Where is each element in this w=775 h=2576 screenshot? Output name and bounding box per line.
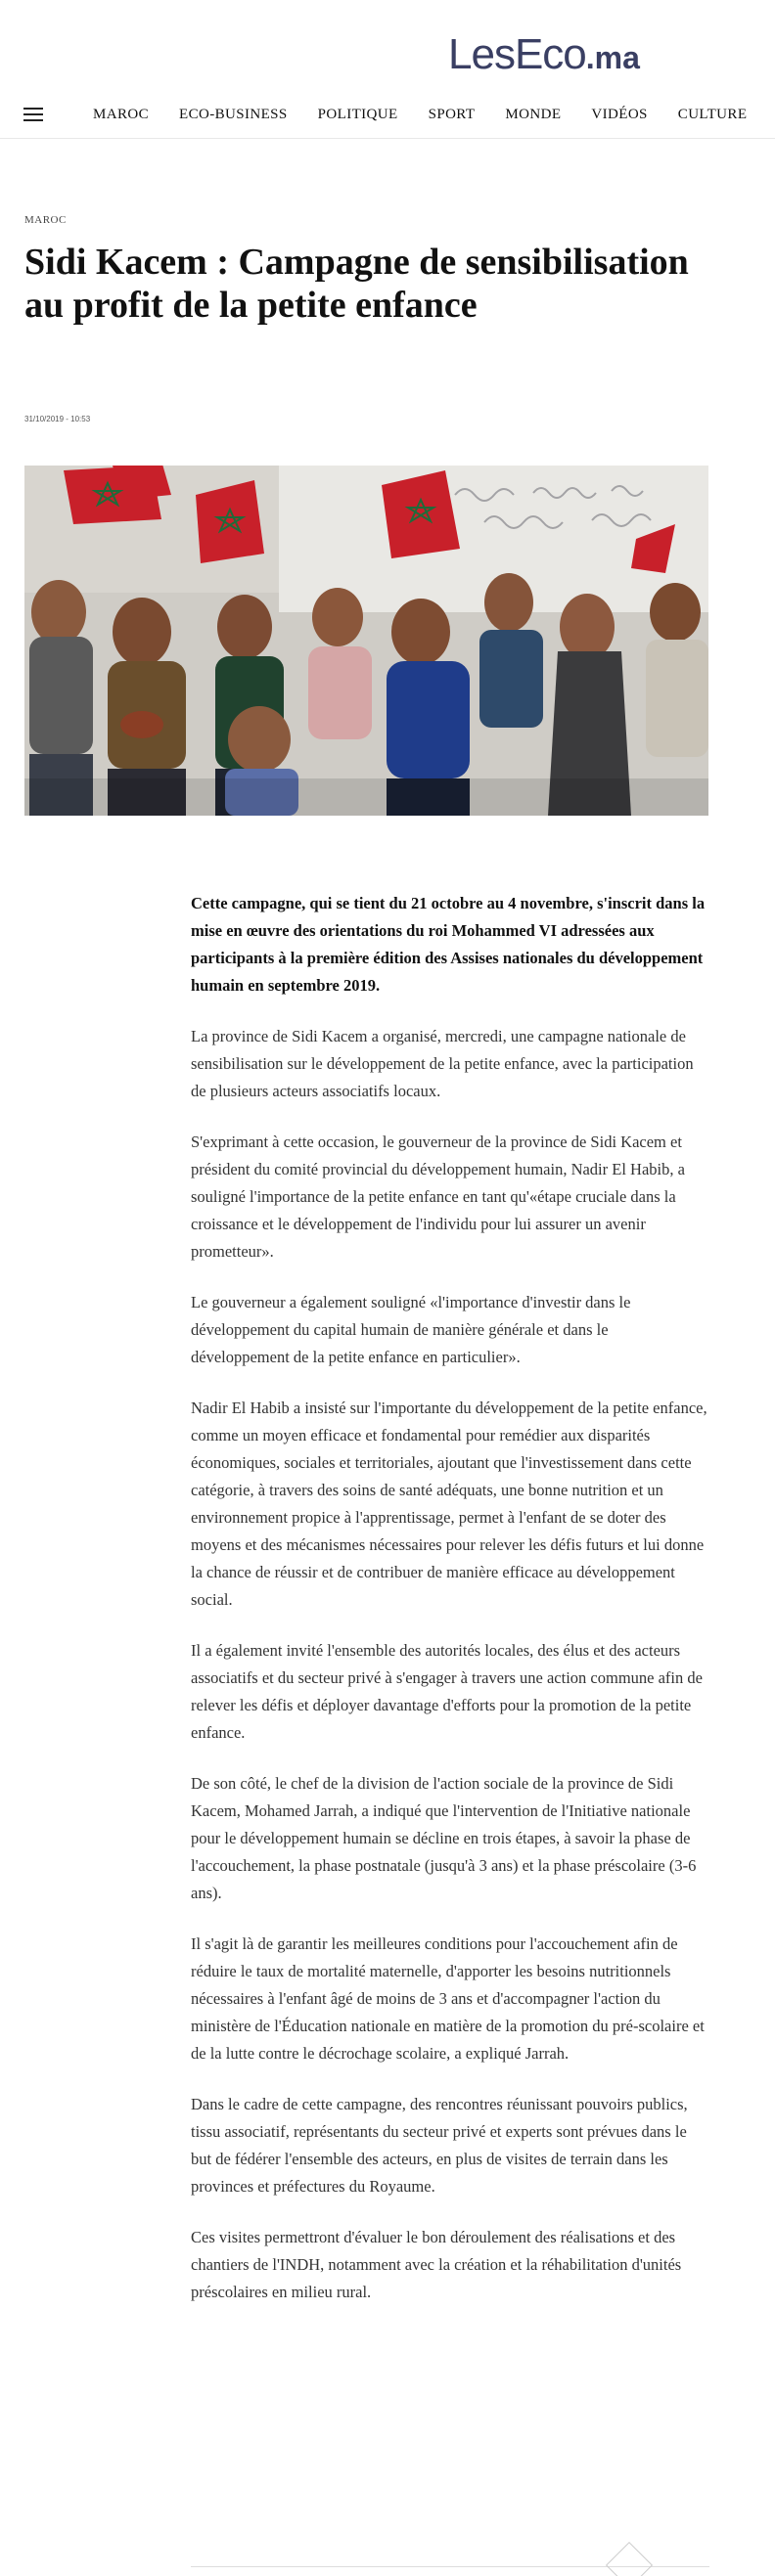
article-lead: Cette campagne, qui se tient du 21 octobre au 4 novembre, s'inscrit dans la mise en œuvre des orientations du roi Mohammed VI adressées aux participants à la première édition des Assises nationales du développement humain en septembre 2019. bbox=[191, 894, 706, 995]
nav-item-maroc[interactable]: MAROC bbox=[93, 107, 150, 122]
article-paragraph: Dans le cadre de cette campagne, des rencontres réunissant pouvoirs publics, tissu associatif, représentants du secteur privé et experts sont prévues dans le but de fédérer l'ensemble des acteurs, en plus de visites de terrain dans les provinces et préfectures du Royaume. bbox=[191, 2095, 688, 2196]
article-date: 31/10/2019 - 10:53 bbox=[24, 415, 91, 423]
logo-main-text: LesEco bbox=[448, 30, 586, 78]
article-paragraph: S'exprimant à cette occasion, le gouverneur de la province de Sidi Kacem et président du comité provincial du développement humain, Nadir El Habib, a souligné l'importance de la petite enfance en tant qu'«étape cruciale dans la croissance et le développement de l'individu pour lui assurer un avenir prometteur». bbox=[191, 1133, 685, 1261]
article-paragraph: La province de Sidi Kacem a organisé, mercredi, une campagne nationale de sensibilisation sur le développement de la petite enfance, avec la participation de plusieurs acteurs associatifs locaux. bbox=[191, 1027, 694, 1100]
article-title: Sidi Kacem : Campagne de sensibilisation au profit de la petite enfance bbox=[24, 242, 689, 326]
hamburger-menu-icon[interactable] bbox=[23, 108, 43, 121]
nav-item-politique[interactable]: POLITIQUE bbox=[317, 107, 398, 122]
article-paragraph: Il s'agit là de garantir les meilleures conditions pour l'accouchement afin de réduire le taux de mortalité maternelle, d'apporter les besoins nutritionnels nécessaires à l'enfant âgé de moins de 3 ans et d'accompagner l'action du ministère de l'Éducation nationale en matière de la promotion du pré-scolaire et de la lutte contre le décrochage scolaire, a expliqué Jarrah. bbox=[191, 1934, 705, 2063]
main-navigation bbox=[0, 88, 775, 139]
article-paragraph: Ces visites permettront d'évaluer le bon déroulement des réalisations et des chantiers de l'INDH, notamment avec la création et la réhabilitation d'unités préscolaires en milieu rural. bbox=[191, 2228, 682, 2301]
nav-menu bbox=[93, 102, 747, 127]
article-category[interactable]: MAROC bbox=[24, 214, 67, 226]
article-body bbox=[191, 890, 709, 2330]
logo-suffix-text: .ma bbox=[585, 40, 640, 75]
article-hero-image bbox=[24, 466, 708, 816]
nav-item-monde[interactable]: MONDE bbox=[505, 107, 562, 122]
decorative-diamond-icon bbox=[606, 2542, 653, 2576]
nav-item-eco-business[interactable]: ECO-BUSINESS bbox=[179, 107, 288, 122]
article-paragraph: Le gouverneur a également souligné «l'importance d'investir dans le développement du capital humain de manière générale et dans le développement de la petite enfance en particulier». bbox=[191, 1293, 631, 1366]
nav-item-culture[interactable]: CULTURE bbox=[677, 107, 748, 122]
nav-item-sport[interactable]: SPORT bbox=[428, 107, 476, 122]
article-paragraph: Il a également invité l'ensemble des autorités locales, des élus et des acteurs associatifs et du secteur privé à s'engager à travers une action commune afin de relever les défis et déployer davantage d'efforts pour la promotion de la petite enfance. bbox=[191, 1641, 703, 1742]
article-paragraph: De son côté, le chef de la division de l'action sociale de la province de Sidi Kacem, Mohamed Jarrah, a indiqué que l'intervention de l'Initiative nationale pour le développement humain se décline en trois étapes, à savoir la phase de l'accouchement, la phase postnatale (jusqu'à 3 ans) et la phase préscolaire (3-6 ans). bbox=[191, 1774, 697, 1902]
nav-item-videos[interactable]: VIDÉOS bbox=[591, 107, 648, 122]
site-logo[interactable] bbox=[448, 30, 640, 78]
article-paragraph: Nadir El Habib a insisté sur l'importante du développement de la petite enfance, comme un moyen efficace et fondamental pour remédier aux disparités économiques, sociales et territoriales, ajoutant que l'investissement dans cette catégorie, à travers des soins de santé adéquats, une bonne nutrition et un environnement propice à l'apprentissage, permet à l'enfant de se doter des moyens et des mécanismes nécessaires pour relever les défis futurs et lui donne la chance de réussir et de contribuer de manière efficace au développement social. bbox=[191, 1399, 707, 1609]
